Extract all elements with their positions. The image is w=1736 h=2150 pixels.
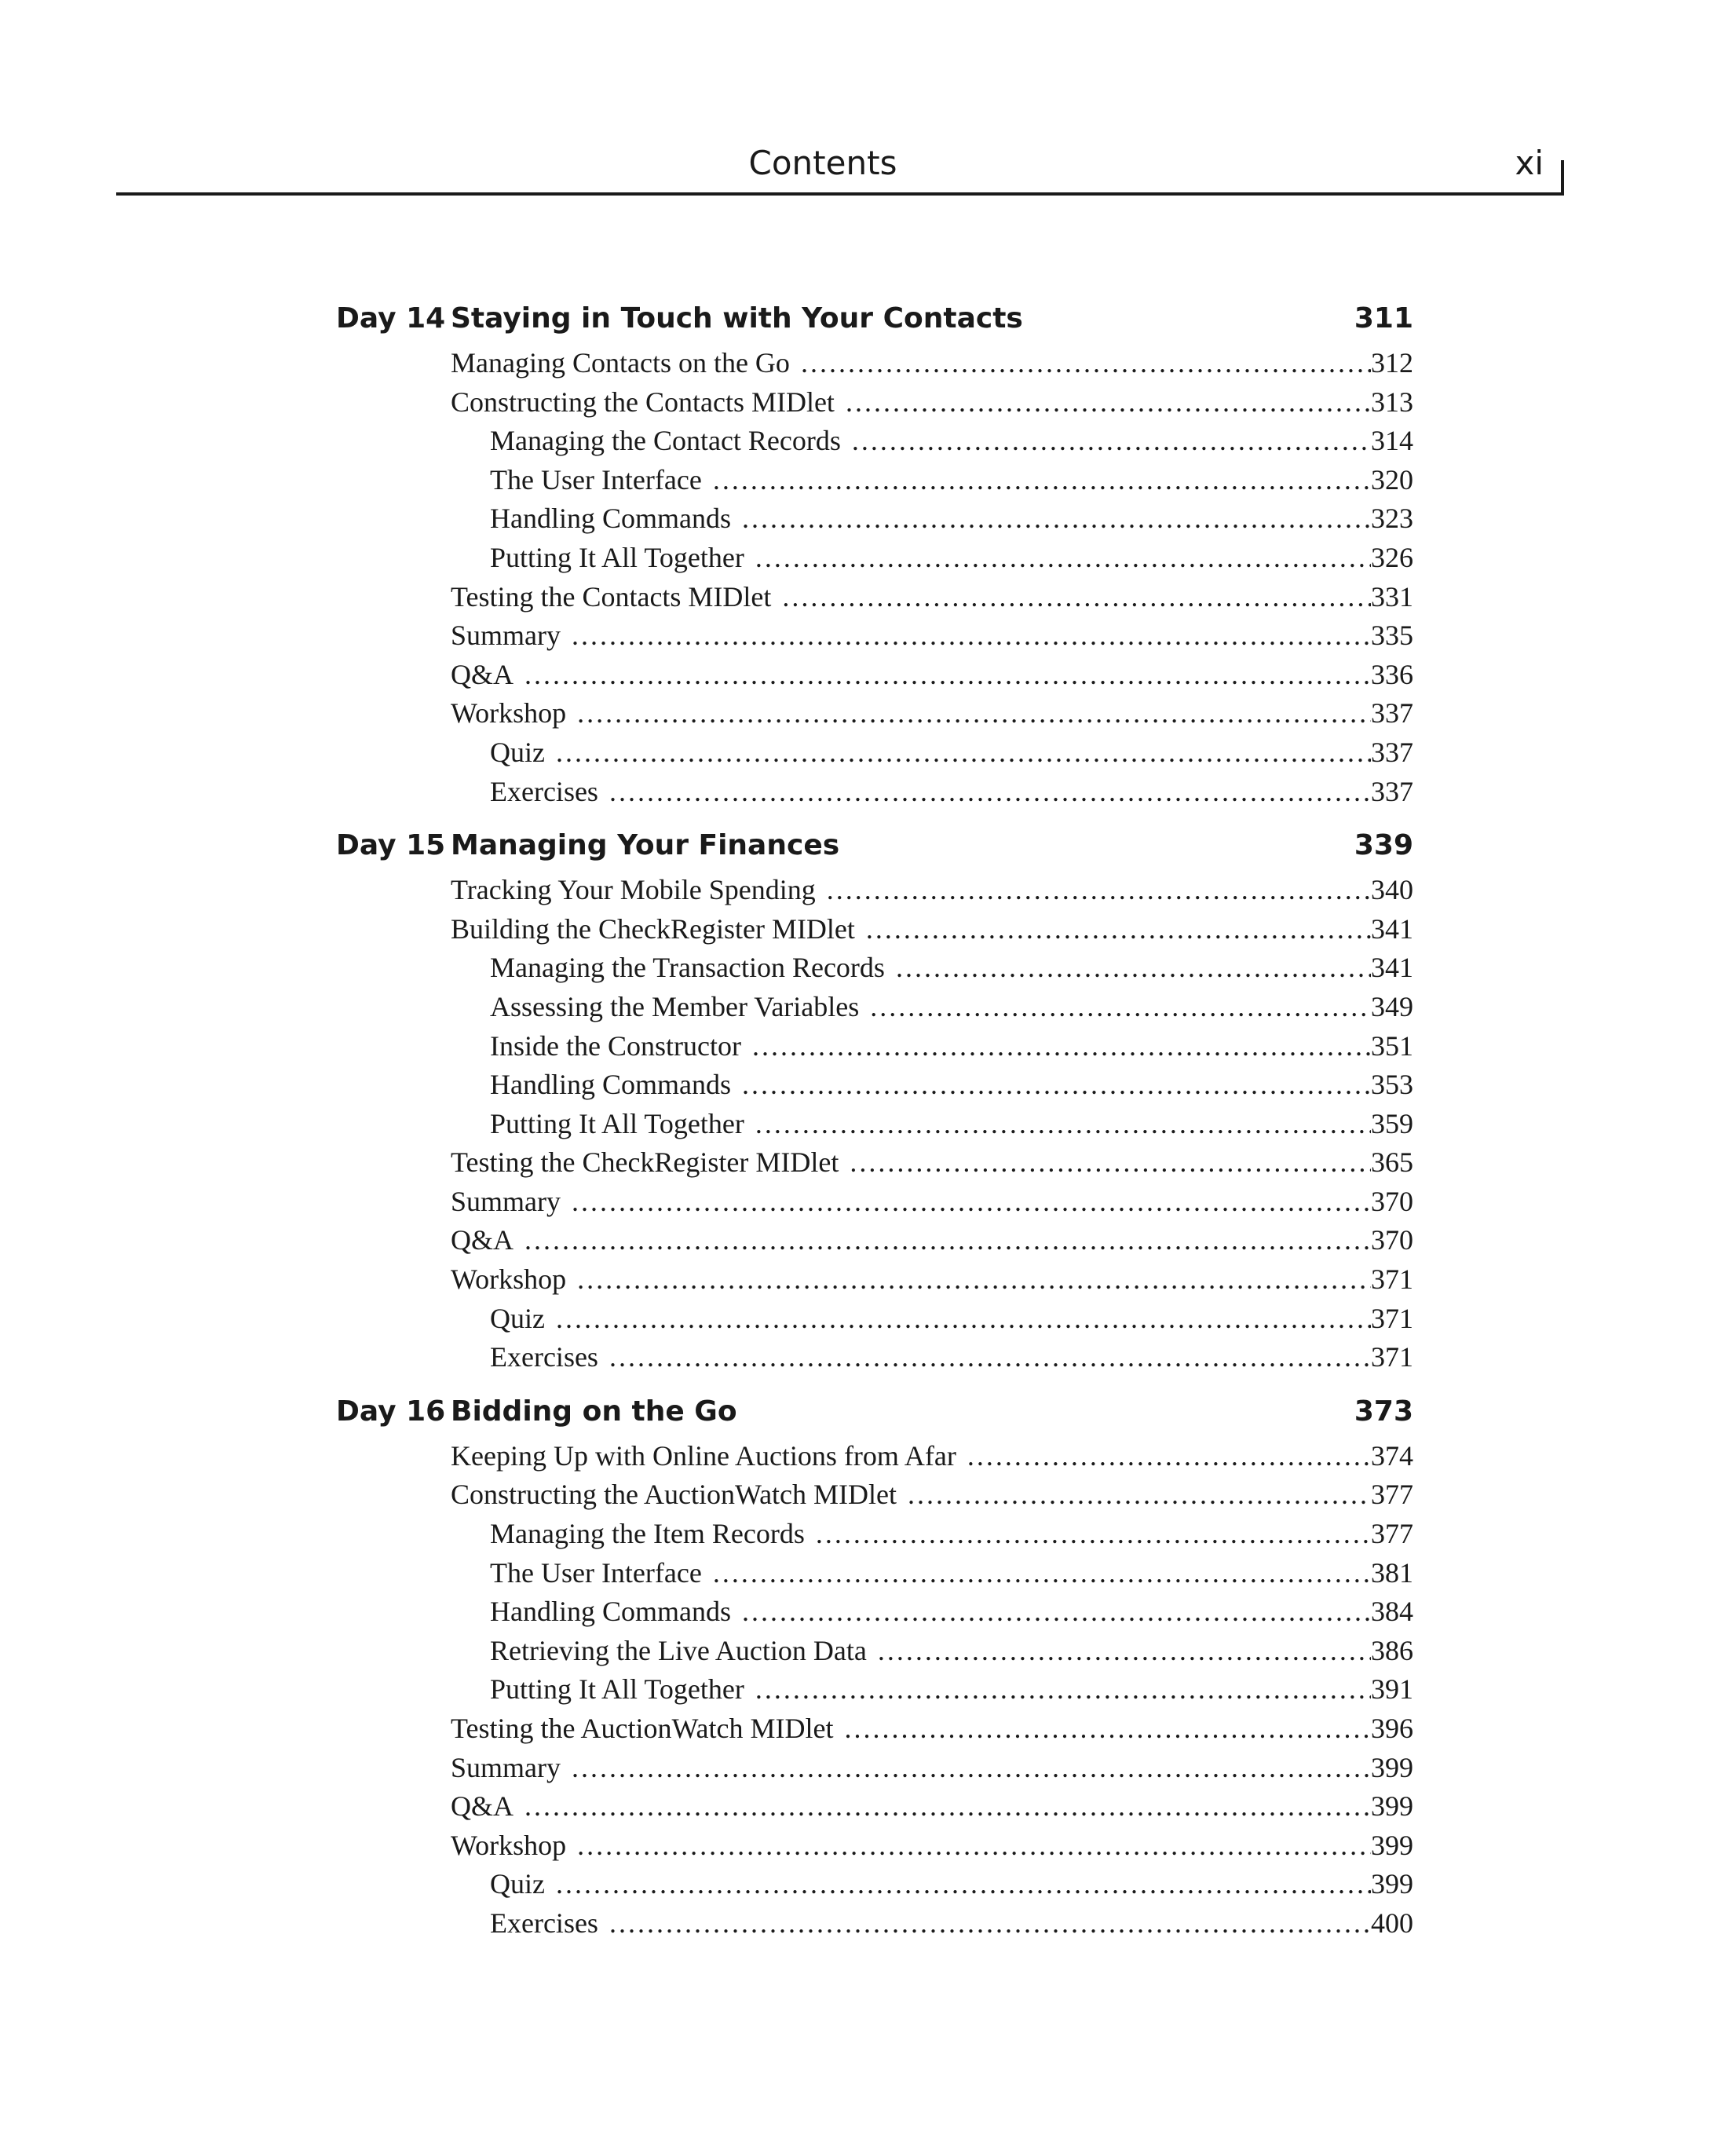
- toc-entry[interactable]: [451, 1437, 1413, 1476]
- day-section: [336, 297, 1413, 811]
- toc-entry-page-number: 359: [1371, 1107, 1413, 1139]
- toc-entry[interactable]: [451, 1670, 1413, 1709]
- dot-leader: [572, 616, 1371, 656]
- toc-entry[interactable]: [451, 1865, 1413, 1904]
- toc-entry-title: Managing the Transaction Records: [490, 952, 885, 984]
- toc-entry-title: Constructing the AuctionWatch MIDlet: [451, 1479, 897, 1511]
- toc-entry-page-number: 313: [1371, 386, 1413, 418]
- dot-leader: [609, 1904, 1371, 1943]
- dot-leader: [742, 1592, 1371, 1632]
- toc-entry-title: Workshop: [451, 697, 567, 729]
- toc-entry[interactable]: [451, 1826, 1413, 1866]
- dot-leader: [752, 1027, 1371, 1066]
- dot-leader: [896, 949, 1371, 988]
- toc-entry-page-number: 326: [1371, 541, 1413, 573]
- toc-entry-title: Assessing the Member Variables: [490, 990, 860, 1022]
- toc-entry-title: Managing Contacts on the Go: [451, 347, 790, 378]
- toc-entry-page-number: 384: [1371, 1596, 1413, 1628]
- toc-entry[interactable]: [451, 656, 1413, 695]
- header-rule: [116, 192, 1564, 196]
- toc-entry-page-number: 386: [1371, 1634, 1413, 1666]
- dot-leader: [967, 1437, 1371, 1476]
- toc-entry-page-number: 320: [1371, 463, 1413, 495]
- toc-entry-page-number: 370: [1371, 1224, 1413, 1256]
- toc-entry[interactable]: [451, 1904, 1413, 1943]
- toc-entry-page-number: 371: [1371, 1341, 1413, 1373]
- toc-entry-title: Putting It All Together: [490, 541, 744, 573]
- toc-entry-page-number: 396: [1371, 1713, 1413, 1744]
- toc-entry-title: Handling Commands: [490, 503, 731, 535]
- toc-entry-page-number: 341: [1371, 952, 1413, 984]
- toc-entry-title: Testing the Contacts MIDlet: [451, 580, 772, 612]
- dot-leader: [866, 910, 1371, 949]
- dot-leader: [755, 1670, 1371, 1709]
- dot-leader: [713, 461, 1371, 500]
- toc-entry[interactable]: [451, 499, 1413, 539]
- toc-entry-title: Exercises: [490, 1907, 598, 1939]
- toc-entry-list: [451, 871, 1413, 1377]
- dot-leader: [755, 1105, 1371, 1144]
- dot-leader: [556, 733, 1371, 773]
- toc-entry-title: Summary: [451, 620, 561, 652]
- toc-entry[interactable]: [451, 1632, 1413, 1671]
- day-title: Bidding on the Go: [451, 1395, 737, 1428]
- day-page-number: 339: [1354, 829, 1413, 862]
- day-page-number: 373: [1354, 1395, 1413, 1428]
- toc-entry[interactable]: [451, 461, 1413, 500]
- toc-entry-title: Tracking Your Mobile Spending: [451, 874, 816, 906]
- day-heading[interactable]: [336, 824, 1413, 868]
- running-header: [116, 141, 1564, 198]
- toc-entry[interactable]: [451, 344, 1413, 383]
- toc-entry-title: Putting It All Together: [490, 1107, 744, 1139]
- toc-entry-page-number: 399: [1371, 1868, 1413, 1900]
- toc-entry-title: Summary: [451, 1185, 561, 1217]
- dot-leader: [609, 773, 1371, 812]
- toc-entry-page-number: 314: [1371, 425, 1413, 457]
- dot-leader: [801, 344, 1371, 383]
- toc-entry[interactable]: [451, 1300, 1413, 1339]
- toc-entry[interactable]: [451, 1066, 1413, 1105]
- dot-leader: [524, 1787, 1371, 1826]
- toc-entry-page-number: 377: [1371, 1479, 1413, 1511]
- dot-leader: [782, 578, 1371, 617]
- toc-entry-title: Managing the Contact Records: [490, 425, 841, 457]
- toc-entry-page-number: 400: [1371, 1907, 1413, 1939]
- dot-leader: [577, 1826, 1371, 1866]
- toc-entry[interactable]: [451, 1260, 1413, 1300]
- toc-entry[interactable]: [451, 694, 1413, 733]
- toc-entry[interactable]: [451, 1027, 1413, 1066]
- day-label: Day 15: [336, 829, 446, 862]
- toc-entry-page-number: 371: [1371, 1263, 1413, 1296]
- dot-leader: [609, 1338, 1371, 1377]
- dot-leader: [742, 499, 1371, 539]
- toc-entry-title: Workshop: [451, 1263, 567, 1296]
- dot-leader: [742, 1066, 1371, 1105]
- table-of-contents: [336, 297, 1413, 1956]
- day-heading[interactable]: [336, 297, 1413, 341]
- dot-leader: [577, 694, 1371, 733]
- toc-entry-page-number: 374: [1371, 1439, 1413, 1472]
- toc-entry[interactable]: [451, 1105, 1413, 1144]
- toc-entry-page-number: 353: [1371, 1069, 1413, 1101]
- dot-leader: [846, 383, 1371, 422]
- toc-entry[interactable]: [451, 733, 1413, 773]
- day-title: Staying in Touch with Your Contacts: [451, 302, 1023, 335]
- toc-entry-page-number: 337: [1371, 736, 1413, 768]
- day-label: Day 16: [336, 1395, 446, 1428]
- toc-entry[interactable]: [451, 578, 1413, 617]
- toc-entry-page-number: 336: [1371, 658, 1413, 690]
- dot-leader: [572, 1749, 1371, 1788]
- day-heading[interactable]: [336, 1390, 1413, 1434]
- dot-leader: [908, 1475, 1371, 1515]
- toc-entry-page-number: 323: [1371, 503, 1413, 535]
- dot-leader: [577, 1260, 1371, 1300]
- dot-leader: [870, 988, 1371, 1027]
- toc-entry-title: Retrieving the Live Auction Data: [490, 1634, 867, 1666]
- toc-entry-title: The User Interface: [490, 1556, 702, 1589]
- toc-entry[interactable]: [451, 539, 1413, 578]
- day-title: Managing Your Finances: [451, 829, 840, 862]
- toc-entry-page-number: 312: [1371, 347, 1413, 378]
- toc-entry[interactable]: [451, 1592, 1413, 1632]
- toc-entry-page-number: 381: [1371, 1556, 1413, 1589]
- toc-entry-page-number: 351: [1371, 1029, 1413, 1062]
- toc-entry-title: Inside the Constructor: [490, 1029, 741, 1062]
- toc-entry-title: Building the CheckRegister MIDlet: [451, 912, 855, 945]
- running-header-title: Contents: [748, 144, 897, 182]
- toc-entry-title: Workshop: [451, 1829, 567, 1861]
- toc-entry-page-number: 399: [1371, 1790, 1413, 1823]
- toc-entry-title: Quiz: [490, 1302, 545, 1334]
- toc-entry-title: Keeping Up with Online Auctions from Afar: [451, 1439, 956, 1472]
- toc-entry[interactable]: [451, 1709, 1413, 1749]
- toc-entry-title: Summary: [451, 1751, 561, 1783]
- toc-entry[interactable]: [451, 1787, 1413, 1826]
- toc-entry-title: Exercises: [490, 1341, 598, 1373]
- toc-entry[interactable]: [451, 949, 1413, 988]
- header-rule-tick: [1561, 160, 1564, 196]
- toc-entry[interactable]: [451, 1338, 1413, 1377]
- day-section: [336, 1390, 1413, 1943]
- toc-entry[interactable]: [451, 422, 1413, 461]
- page-number: xi: [1515, 144, 1544, 182]
- toc-entry-title: Testing the CheckRegister MIDlet: [451, 1146, 839, 1179]
- toc-entry-page-number: 340: [1371, 874, 1413, 906]
- toc-entry[interactable]: [451, 988, 1413, 1027]
- toc-entry[interactable]: [451, 383, 1413, 422]
- toc-entry-page-number: 335: [1371, 620, 1413, 652]
- toc-entry[interactable]: [451, 910, 1413, 949]
- toc-entry-title: Putting It All Together: [490, 1673, 744, 1706]
- toc-entry-page-number: 349: [1371, 990, 1413, 1022]
- toc-entry-list: [451, 1437, 1413, 1943]
- toc-entry-title: Exercises: [490, 775, 598, 807]
- toc-entry-page-number: 370: [1371, 1185, 1413, 1217]
- dot-leader: [524, 1221, 1371, 1260]
- dot-leader: [852, 422, 1371, 461]
- toc-entry-page-number: 377: [1371, 1518, 1413, 1550]
- dot-leader: [556, 1865, 1371, 1904]
- day-page-number: 311: [1354, 302, 1413, 335]
- dot-leader: [850, 1143, 1371, 1183]
- toc-entry-title: Quiz: [490, 736, 545, 768]
- toc-entry[interactable]: [451, 1749, 1413, 1788]
- toc-entry-title: Q&A: [451, 658, 513, 690]
- toc-entry-title: Q&A: [451, 1224, 513, 1256]
- toc-entry-title: Q&A: [451, 1790, 513, 1823]
- toc-entry-title: Quiz: [490, 1868, 545, 1900]
- dot-leader: [827, 871, 1371, 910]
- dot-leader: [524, 656, 1371, 695]
- day-label: Day 14: [336, 302, 446, 335]
- dot-leader: [878, 1632, 1371, 1671]
- dot-leader: [556, 1300, 1371, 1339]
- toc-entry-list: [451, 344, 1413, 811]
- toc-entry[interactable]: [451, 1143, 1413, 1183]
- toc-entry-page-number: 399: [1371, 1751, 1413, 1783]
- toc-entry[interactable]: [451, 616, 1413, 656]
- toc-entry-title: Handling Commands: [490, 1069, 731, 1101]
- toc-entry-page-number: 337: [1371, 775, 1413, 807]
- dot-leader: [816, 1515, 1371, 1554]
- toc-entry-title: The User Interface: [490, 463, 702, 495]
- toc-entry-page-number: 341: [1371, 912, 1413, 945]
- toc-entry[interactable]: [451, 1475, 1413, 1515]
- toc-entry[interactable]: [451, 1554, 1413, 1593]
- toc-entry[interactable]: [451, 1221, 1413, 1260]
- toc-entry-title: Handling Commands: [490, 1596, 731, 1628]
- toc-entry[interactable]: [451, 1515, 1413, 1554]
- toc-entry[interactable]: [451, 871, 1413, 910]
- toc-entry-page-number: 337: [1371, 697, 1413, 729]
- toc-entry[interactable]: [451, 773, 1413, 812]
- day-section: [336, 824, 1413, 1377]
- toc-entry-title: Testing the AuctionWatch MIDlet: [451, 1713, 834, 1744]
- toc-entry-page-number: 391: [1371, 1673, 1413, 1706]
- dot-leader: [844, 1709, 1371, 1749]
- toc-entry-page-number: 331: [1371, 580, 1413, 612]
- toc-entry-title: Constructing the Contacts MIDlet: [451, 386, 835, 418]
- toc-entry-page-number: 371: [1371, 1302, 1413, 1334]
- toc-entry-page-number: 399: [1371, 1829, 1413, 1861]
- dot-leader: [713, 1554, 1371, 1593]
- toc-entry-page-number: 365: [1371, 1146, 1413, 1179]
- dot-leader: [755, 539, 1371, 578]
- toc-entry-title: Managing the Item Records: [490, 1518, 805, 1550]
- dot-leader: [572, 1183, 1371, 1222]
- toc-entry[interactable]: [451, 1183, 1413, 1222]
